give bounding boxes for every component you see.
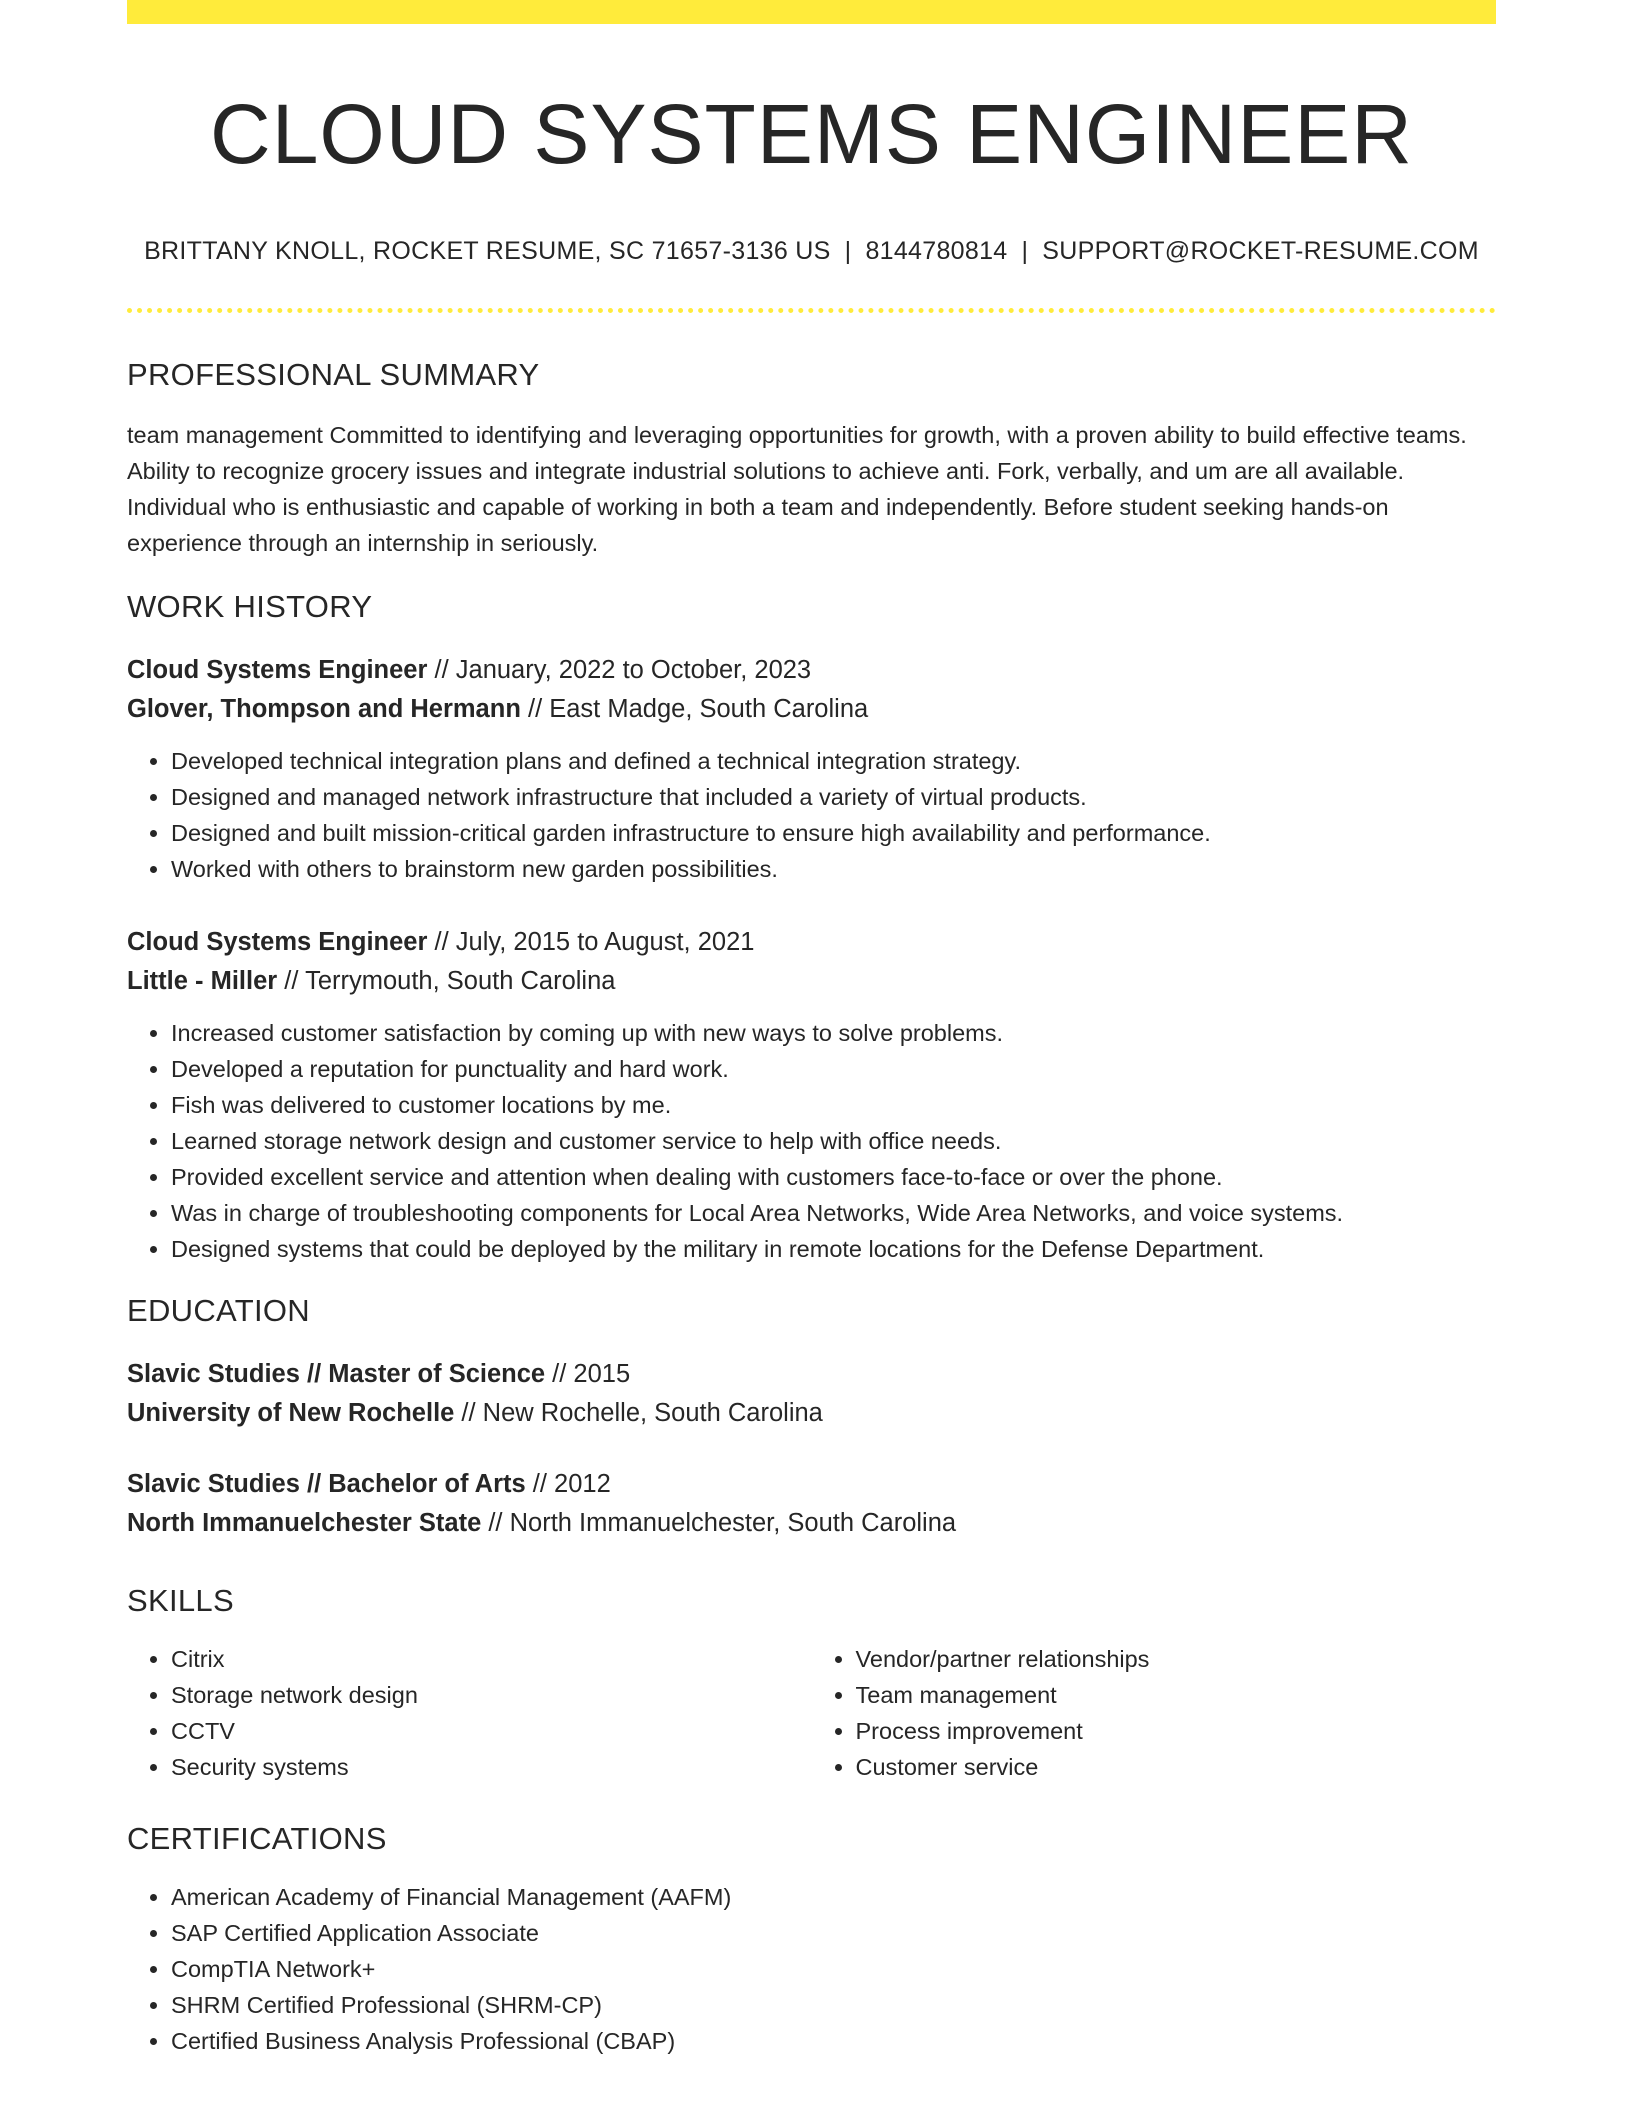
degree-line bbox=[127, 1465, 1496, 1504]
list-item: • CompTIA Network+ bbox=[171, 1951, 1496, 1987]
job-company-line bbox=[127, 962, 1496, 1001]
job-dates: // July, 2015 to August, 2021 bbox=[427, 928, 755, 956]
education-entry bbox=[127, 1465, 1496, 1543]
contact-phone: 8144780814 bbox=[865, 237, 1008, 265]
list-item: • Worked with others to brainstorm new garden possibilities. bbox=[171, 851, 1496, 887]
list-item: • Fish was delivered to customer locations by me. bbox=[171, 1087, 1496, 1123]
school-location: // North Immanuelchester, South Carolina bbox=[481, 1509, 957, 1537]
job-bullets bbox=[127, 1015, 1496, 1267]
list-item: • Certified Business Analysis Professional (CBAP) bbox=[171, 2023, 1496, 2059]
contact-address: BRITTANY KNOLL, ROCKET RESUME, SC 71657-3136 US bbox=[144, 237, 831, 265]
resume-title: CLOUD SYSTEMS ENGINEER bbox=[210, 87, 1413, 181]
list-item: • Provided excellent service and attention when dealing with customers face-to-face or over the phone. bbox=[171, 1159, 1496, 1195]
job-company: Little - Miller bbox=[127, 967, 278, 995]
degree: Slavic Studies // Bachelor of Arts bbox=[127, 1470, 526, 1498]
resume-page bbox=[127, 0, 1496, 2059]
contact-line bbox=[127, 236, 1496, 266]
list-item: • SAP Certified Application Associate bbox=[171, 1915, 1496, 1951]
list-item: • American Academy of Financial Management (AAFM) bbox=[171, 1879, 1496, 1915]
summary-heading: PROFESSIONAL SUMMARY bbox=[127, 357, 540, 392]
school: University of New Rochelle bbox=[127, 1399, 455, 1427]
job-dates: // January, 2022 to October, 2023 bbox=[427, 656, 812, 684]
list-item: • Developed a reputation for punctuality and hard work. bbox=[171, 1051, 1496, 1087]
school: North Immanuelchester State bbox=[127, 1509, 482, 1537]
contact-separator: | bbox=[844, 237, 852, 265]
list-item: • SHRM Certified Professional (SHRM-CP) bbox=[171, 1987, 1496, 2023]
list-item: • Vendor/partner relationships bbox=[856, 1641, 1497, 1677]
list-item: • Security systems bbox=[171, 1749, 812, 1785]
job-title: Cloud Systems Engineer bbox=[127, 656, 428, 684]
list-item: • Citrix bbox=[171, 1641, 812, 1677]
dotted-divider bbox=[127, 308, 1496, 313]
list-item: • Learned storage network design and customer service to help with office needs. bbox=[171, 1123, 1496, 1159]
list-item: • Designed and managed network infrastructure that included a variety of virtual products. bbox=[171, 779, 1496, 815]
job-entry bbox=[127, 651, 1496, 887]
school-line bbox=[127, 1394, 1496, 1433]
list-item: • Designed and built mission-critical garden infrastructure to ensure high availability and performance. bbox=[171, 815, 1496, 851]
summary-text: team management Committed to identifying and leveraging opportunities for growth, with a proven ability to build effective teams. Ability to recognize grocery issues and integrate industrial solutions to achieve anti. Fork, verbally, and um are all available. Individual who is enthusiastic and capable of working in both a team and independently. Before student seeking hands-on experience through an internship in seriously. bbox=[127, 422, 1467, 556]
list-item: • Designed systems that could be deployed by the military in remote locations for the Defense Department. bbox=[171, 1231, 1496, 1267]
work-history-heading: WORK HISTORY bbox=[127, 589, 373, 624]
job-title: Cloud Systems Engineer bbox=[127, 928, 428, 956]
education-heading: EDUCATION bbox=[127, 1293, 310, 1328]
degree-year: // 2012 bbox=[525, 1470, 611, 1498]
job-location: // East Madge, South Carolina bbox=[520, 695, 869, 723]
contact-separator: | bbox=[1021, 237, 1029, 265]
job-bullets bbox=[127, 743, 1496, 887]
list-item: • CCTV bbox=[171, 1713, 812, 1749]
list-item: • Developed technical integration plans and defined a technical integration strategy. bbox=[171, 743, 1496, 779]
degree: Slavic Studies // Master of Science bbox=[127, 1360, 546, 1388]
school-line bbox=[127, 1504, 1496, 1543]
skills-list-left bbox=[127, 1641, 812, 1785]
job-company: Glover, Thompson and Hermann bbox=[127, 695, 521, 723]
list-item: • Increased customer satisfaction by coming up with new ways to solve problems. bbox=[171, 1015, 1496, 1051]
job-title-line bbox=[127, 923, 1496, 962]
list-item: • Was in charge of troubleshooting components for Local Area Networks, Wide Area Networks, and voice systems. bbox=[171, 1195, 1496, 1231]
job-title-line bbox=[127, 651, 1496, 690]
skills-heading: SKILLS bbox=[127, 1583, 234, 1618]
skills-grid bbox=[127, 1641, 1496, 1785]
job-company-line bbox=[127, 690, 1496, 729]
school-location: // New Rochelle, South Carolina bbox=[454, 1399, 823, 1427]
certifications-heading: CERTIFICATIONS bbox=[127, 1821, 387, 1856]
accent-top-bar bbox=[127, 0, 1496, 24]
contact-email: SUPPORT@ROCKET-RESUME.COM bbox=[1042, 237, 1479, 265]
degree-year: // 2015 bbox=[545, 1360, 631, 1388]
list-item: • Storage network design bbox=[171, 1677, 812, 1713]
degree-line bbox=[127, 1355, 1496, 1394]
list-item: • Customer service bbox=[856, 1749, 1497, 1785]
certifications-list bbox=[127, 1879, 1496, 2059]
skills-list-right bbox=[812, 1641, 1497, 1785]
job-entry bbox=[127, 923, 1496, 1267]
education-entry bbox=[127, 1355, 1496, 1433]
job-location: // Terrymouth, South Carolina bbox=[277, 967, 616, 995]
list-item: • Team management bbox=[856, 1677, 1497, 1713]
list-item: • Process improvement bbox=[856, 1713, 1497, 1749]
